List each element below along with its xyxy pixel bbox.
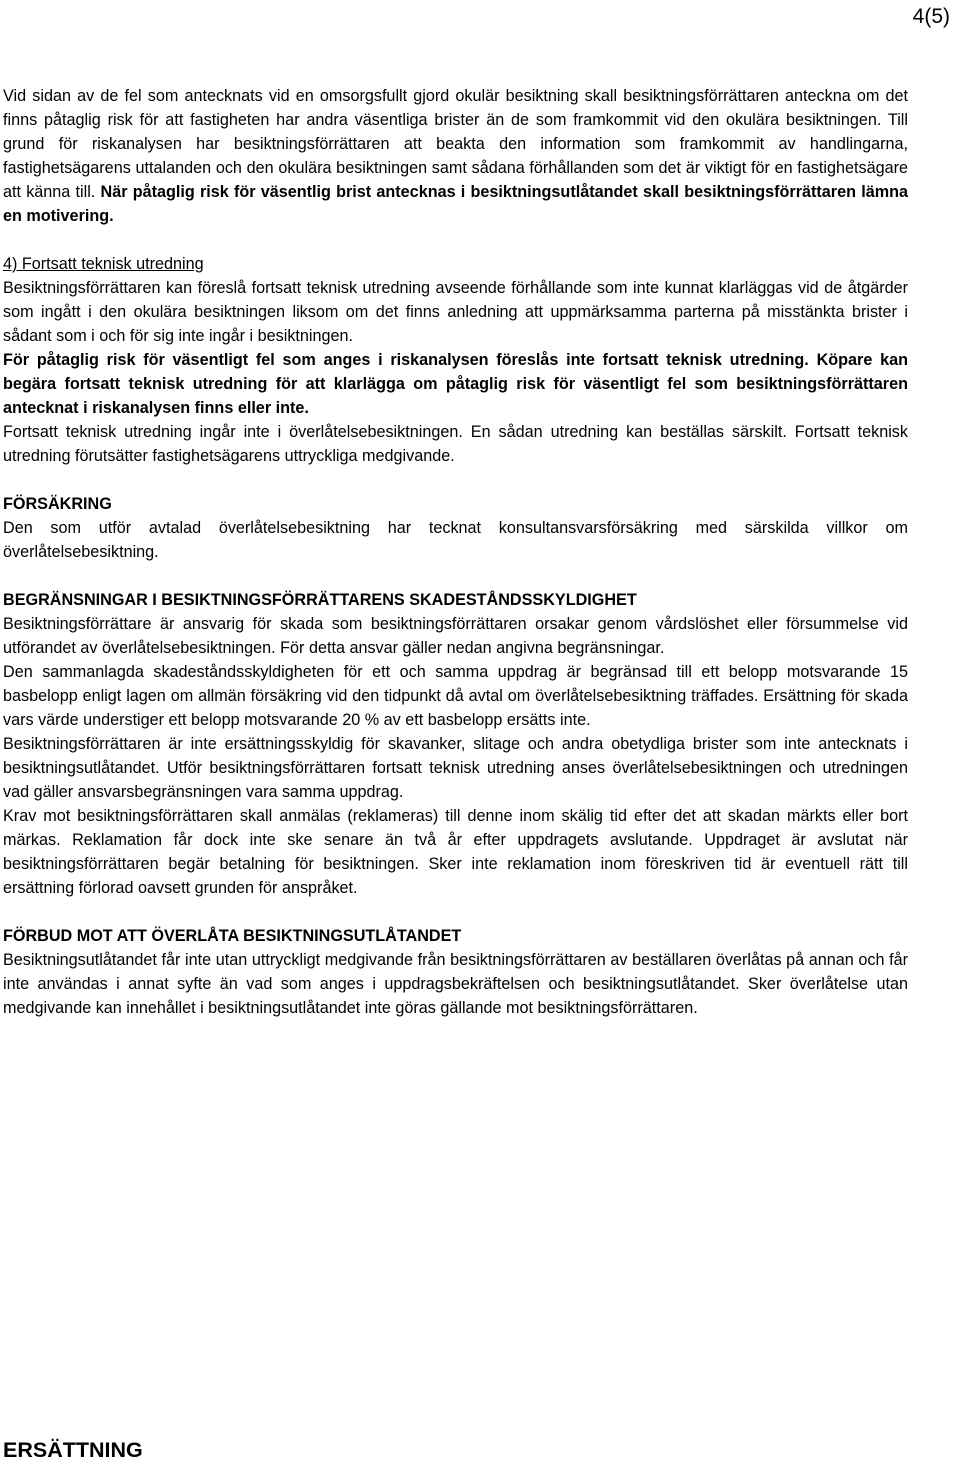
intro-text: Vid sidan av de fel som antecknats vid en omsorgsfullt gjord okulär besiktning skall besiktningsförrättaren anteckna om det finns påtaglig risk för att fastigheten har andra väsentliga brister än de som framkommit vid den okulära besiktningen. Till grund för riskanalysen har besiktningsförrättaren att beakta den information som framkommit av handlingarna, fastighetsägarens uttalanden och den okulära besiktningen samt sådana förhållanden som det är viktigt för en fastighetsägare att känna till. xyxy=(3,87,908,201)
section4-bold-text: För påtaglig risk för väsentligt fel som anges i riskanalysen föreslås inte fortsatt teknisk utredning. Köpare kan begära fortsatt teknisk utredning för att klarlägga om påtaglig risk för väsentligt fel som besiktningsförrättaren antecknat i riskanalysen finns eller inte. xyxy=(3,351,908,417)
insurance-text: Den som utför avtalad överlåtelsebesiktning har tecknat konsultansvarsförsäkring med särskilda villkor om överlåtelsebesiktning. xyxy=(3,519,908,561)
limitations-paragraph: Besiktningsförrättare är ansvarig för skada som besiktningsförrättaren orsakar genom vårdslöshet eller försummelse vid utförandet av överlåtelsebesiktningen. För detta ansvar gäller nedan angivna begränsningar. xyxy=(3,615,908,657)
section4-text2: Fortsatt teknisk utredning ingår inte i överlåtelsebesiktningen. En sådan utredning kan beställas särskilt. Fortsatt teknisk utredning förutsätter fastighetsägarens uttryckliga medgivande. xyxy=(3,423,908,465)
prohibition-heading: FÖRBUD MOT ATT ÖVERLÅTA BESIKTNINGSUTLÅTANDET xyxy=(3,927,462,945)
limitations-paragraph: Besiktningsförrättaren är inte ersättningsskyldig för skavanker, slitage och andra obetydliga brister som inte antecknats i besiktningsutlåtandet. Utför besiktningsförrättaren fortsatt teknisk utredning anses överlåtelsebesiktningen och utredningen vad gäller ansvarsbegränsningen vara samma uppdrag. xyxy=(3,735,908,801)
intro-bold-text: När påtaglig risk för väsentlig brist antecknas i besiktningsutlåtandet skall besiktningsförrättaren lämna en motivering. xyxy=(3,183,908,225)
compensation-heading: ERSÄTTNING xyxy=(3,1438,143,1462)
limitations-paragraph: Krav mot besiktningsförrättaren skall anmälas (reklameras) till denne inom skälig tid efter det att skadan märkts eller bort märkas. Reklamation får dock inte ske senare än två år efter uppdragets avslutande. Uppdraget är avslutat när besiktningsförrättaren begär betalning för besiktningen. Sker inte reklamation inom föreskriven tid är eventuell rätt till ersättning förlorad oavsett grunden för anspråket. xyxy=(3,807,908,897)
insurance-heading: FÖRSÄKRING xyxy=(3,495,112,513)
document-body xyxy=(3,84,908,1020)
prohibition-text: Besiktningsutlåtandet får inte utan uttryckligt medgivande från besiktningsförrättaren av beställaren överlåtas på annan och får inte användas i annat syfte än vad som anges i uppdragsbekräftelsen och besiktningsutlåtandet. Sker överlåtelse utan medgivande kan innehållet i besiktningsutlåtandet inte göras gällande mot besiktningsförrättaren. xyxy=(3,951,908,1017)
page-number: 4(5) xyxy=(912,5,950,28)
section4-text1: Besiktningsförrättaren kan föreslå fortsatt teknisk utredning avseende förhållande som inte kunnat klarläggas vid de åtgärder som ingått i den okulära besiktningen liksom om det finns anledning att uppmärksamma parterna på misstänkta brister i sådant som i och för sig inte ingår i besiktningen. xyxy=(3,279,908,345)
limitations-paragraph: Den sammanlagda skadeståndsskyldigheten för ett och samma uppdrag är begränsad till ett belopp motsvarande 15 basbelopp enligt lagen om allmän försäkring vid den tidpunkt då avtal om överlåtelsebesiktning träffades. Ersättning för skada vars värde understiger ett belopp motsvarande 20 % av ett basbelopp ersätts inte. xyxy=(3,663,908,729)
intro-paragraph xyxy=(3,84,908,228)
limitations-heading: BEGRÄNSNINGAR I BESIKTNINGSFÖRRÄTTARENS SKADESTÅNDSSKYLDIGHET xyxy=(3,591,637,609)
section4-heading: 4) Fortsatt teknisk utredning xyxy=(3,255,204,273)
